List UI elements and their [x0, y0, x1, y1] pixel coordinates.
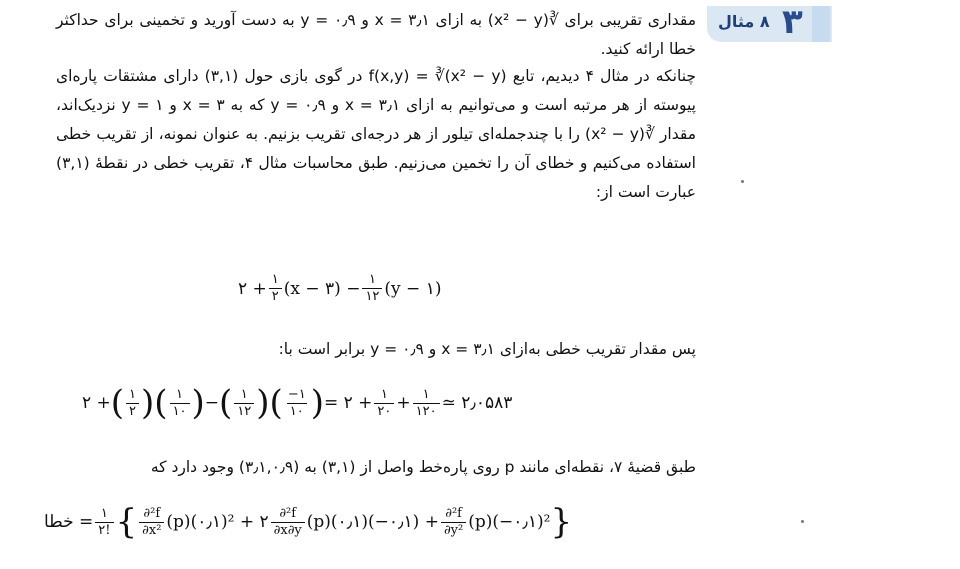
eq3-term3-tail: (p)(−۰٫۱)² — [468, 512, 551, 532]
fraction-numerator: ۱ — [129, 386, 137, 402]
eq2-fraction-d — [285, 387, 309, 420]
fraction-numerator: ∂²f — [143, 505, 161, 521]
eq3-term1-tail: (p)(۰٫۱)² + ۲ — [166, 512, 269, 532]
eq2-approx: ≃ ۲٫۰۵۸۳ — [441, 393, 513, 413]
example-label: ۸ مثال — [718, 12, 770, 31]
numeric-evaluation-equation — [82, 383, 513, 423]
fraction-numerator: ۱ — [176, 386, 184, 402]
problem-statement: مقداری تقریبی برای ∛(x² − y) به ازای x = ۳٫۱ و y = ۰٫۹ به دست آورید و تخمینی برای حداکثر خطا ارائه کنید. — [56, 11, 696, 58]
fraction-numerator: ∂²f — [279, 505, 297, 521]
scan-speck — [741, 180, 744, 183]
right-paren: ) — [141, 383, 155, 423]
left-paren: ( — [269, 383, 283, 423]
fraction-denominator: ۲ — [126, 403, 139, 420]
fraction-denominator: ∂x∂y — [271, 522, 305, 539]
fraction-denominator: ۲ — [269, 288, 282, 305]
example-number: ۳ — [782, 2, 803, 42]
left-paren: ( — [219, 383, 233, 423]
fraction-denominator: ۱۲ — [362, 288, 382, 305]
right-paren: ) — [310, 383, 324, 423]
fraction-denominator: ۱۰ — [287, 403, 307, 420]
left-paren: ( — [110, 383, 125, 423]
eq2-fraction-b — [170, 387, 190, 420]
right-paren: ) — [191, 383, 205, 423]
fraction-numerator: ۱ — [100, 505, 108, 521]
eq3-fraction-half-factorial — [95, 506, 113, 539]
eq1-lead: ۲ + — [238, 278, 267, 299]
badge-corner-decoration — [812, 6, 830, 42]
fraction-numerator: ۱ — [380, 386, 388, 402]
eq2-fraction-e — [374, 387, 394, 420]
right-brace: } — [550, 502, 573, 542]
theorem-line: طبق قضیهٔ ۷، نقطه‌ای مانند p روی پاره‌خط واصل از (۳,۱) به (۳٫۱,۰٫۹) وجود دارد که — [150, 458, 696, 476]
eq2-fraction-c — [234, 387, 254, 420]
fraction-numerator: ∂²f — [445, 505, 462, 521]
fraction-denominator: ۲! — [95, 522, 113, 539]
eq1-fraction-half — [269, 272, 282, 305]
fraction-numerator: ۱ — [422, 386, 430, 402]
fraction-numerator: ۱ — [368, 272, 376, 287]
fraction-denominator: ∂y² — [441, 522, 466, 539]
fraction-denominator: ۱۲ — [234, 403, 254, 420]
right-paren: ) — [256, 383, 270, 423]
eq3-partial-xy — [271, 506, 305, 539]
eq2-fraction-a — [126, 387, 139, 420]
eq3-partial-yy — [441, 506, 466, 539]
evaluation-intro-line: پس مقدار تقریب خطی به‌ازای x = ۳٫۱ و y = ۰٫۹ برابر است با: — [278, 340, 696, 358]
eq2-equals: = ۲ + — [323, 393, 373, 413]
eq3-lhs: خطا = — [44, 512, 94, 532]
left-paren: ( — [154, 383, 168, 423]
fraction-numerator: ۱ — [271, 272, 279, 287]
eq1-middle: (x − ۳) − — [283, 278, 361, 299]
left-brace: { — [115, 502, 138, 542]
fraction-denominator: ۱۰ — [170, 403, 190, 420]
linear-approximation-equation — [238, 272, 441, 305]
error-term-equation — [44, 502, 573, 542]
solution-paragraph: چنانکه در مثال ۴ دیدیم، تابع f(x,y) = ∛(x² − y) در گوی بازی حول (۳,۱) دارای مشتقات پاره‌ای پیوسته از هر مرتبه است و می‌توانیم به ازای x = ۳٫۱ و y = ۰٫۹ که به x = ۳ و y = ۱ نزدیک‌اند، مقدار ∛(x² − y) را با چندجمله‌ای تیلور از هر درجه‌ای تقریب بزنیم. به عنوان نمونه، از تقریب خطی استفاده می‌کنیم و خطای آن را تخمین می‌زنیم. طبق محاسبات مثال ۴، تقریب خطی در نقطهٔ (۳,۱) عبارت است از: — [56, 67, 697, 201]
fraction-denominator: ۲۰ — [374, 403, 394, 420]
eq1-tail: (y − ۱) — [384, 278, 442, 299]
fraction-numerator: −۱ — [287, 386, 306, 402]
eq1-fraction-twelfth — [362, 272, 382, 305]
eq2-lead: ۲ + — [82, 393, 111, 413]
eq3-term2-tail: (p)(۰٫۱)(−۰٫۱) + — [306, 512, 439, 532]
fraction-numerator: ۱ — [240, 386, 248, 402]
fraction-denominator: ∂x² — [139, 522, 164, 539]
eq3-partial-xx — [139, 506, 164, 539]
fraction-denominator: ۱۲۰ — [413, 403, 440, 420]
eq2-fraction-g — [413, 387, 440, 420]
scan-speck — [801, 520, 804, 523]
eq2-minus: − — [204, 393, 220, 413]
eq2-plus: + — [396, 393, 411, 413]
